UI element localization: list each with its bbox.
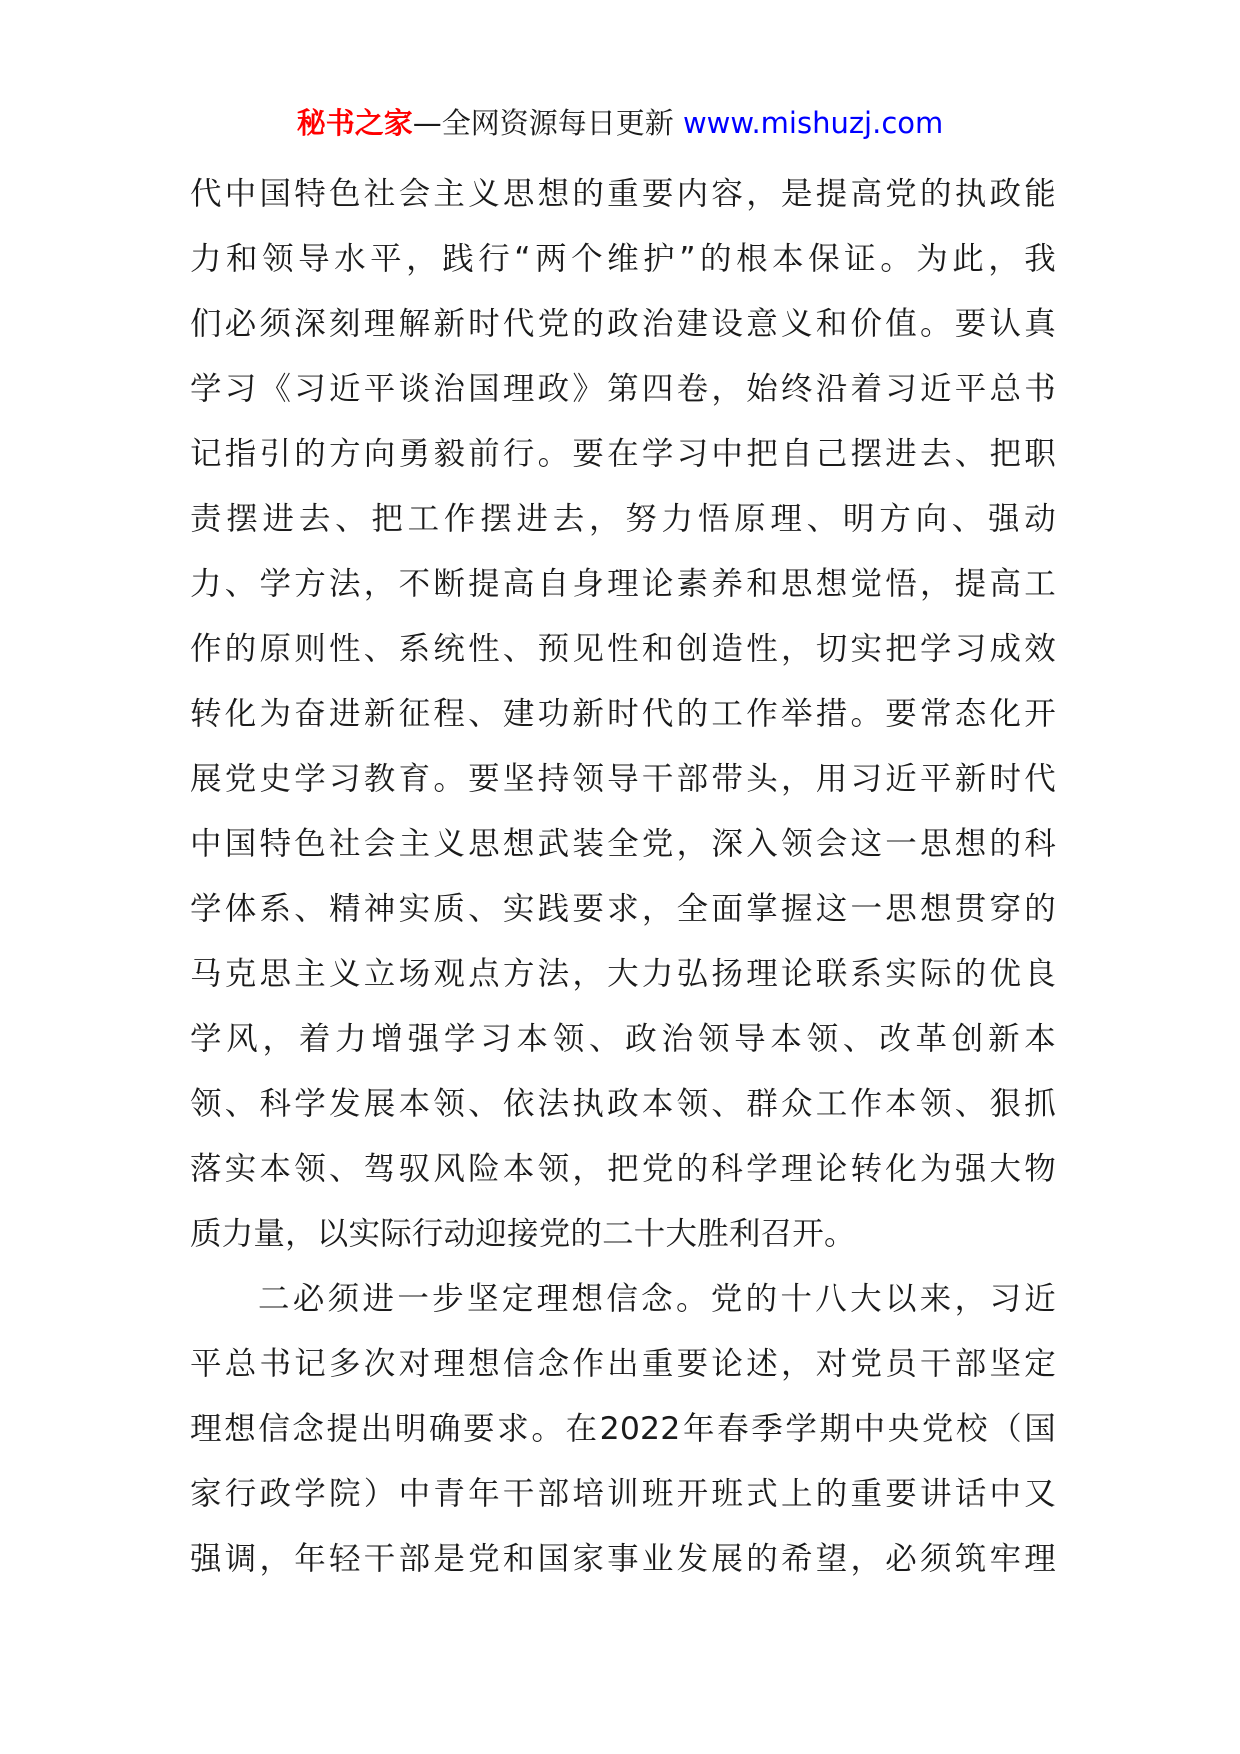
body-line: 转化为奋进新征程、建功新时代的工作举措。要常态化开 — [190, 696, 1056, 732]
body-line: 代中国特色社会主义思想的重要内容，是提高党的执政能 — [190, 176, 1056, 212]
body-line: 中国特色社会主义思想武装全党，深入领会这一思想的科 — [190, 826, 1056, 862]
body-line: 平总书记多次对理想信念作出重要论述，对党员干部坚定 — [190, 1346, 1056, 1382]
body-line: 责摆进去、把工作摆进去，努力悟原理、明方向、强动 — [190, 501, 1056, 537]
paragraph-first-line: 二必须进一步坚定理想信念。党的十八大以来，习近 — [258, 1281, 1056, 1317]
body-line: 学习《习近平谈治国理政》第四卷，始终沿着习近平总书 — [190, 371, 1056, 407]
body-line: 学风，着力增强学习本领、政治领导本领、改革创新本 — [190, 1021, 1056, 1057]
site-url-link[interactable]: www.mishuzj.com — [682, 106, 944, 140]
site-tagline: —全网资源每日更新 — [412, 106, 683, 140]
body-line: 作的原则性、系统性、预见性和创造性，切实把学习成效 — [190, 631, 1056, 667]
body-line: 马克思主义立场观点方法，大力弘扬理论联系实际的优良 — [190, 956, 1056, 992]
body-line: 领、科学发展本领、依法执政本领、群众工作本领、狠抓 — [190, 1086, 1056, 1122]
body-line: 家行政学院）中青年干部培训班开班式上的重要讲话中又 — [190, 1476, 1056, 1512]
body-line: 们必须深刻理解新时代党的政治建设意义和价值。要认真 — [190, 306, 1056, 342]
body-line: 记指引的方向勇毅前行。要在学习中把自己摆进去、把职 — [190, 436, 1056, 472]
document-body — [190, 162, 1056, 1592]
body-line: 质力量，以实际行动迎接党的二十大胜利召开。 — [190, 1216, 856, 1252]
body-line: 理想信念提出明确要求。在2022年春季学期中央党校（国 — [190, 1411, 1056, 1447]
body-line: 展党史学习教育。要坚持领导干部带头，用习近平新时代 — [190, 761, 1056, 797]
site-brand-name: 秘书之家 — [296, 106, 413, 140]
body-line: 力、学方法，不断提高自身理论素养和思想觉悟，提高工 — [190, 566, 1056, 602]
site-header — [0, 98, 1240, 148]
body-line: 落实本领、驾驭风险本领，把党的科学理论转化为强大物 — [190, 1151, 1056, 1187]
body-line: 力和领导水平，践行“两个维护”的根本保证。为此，我 — [190, 241, 1056, 277]
body-line: 强调，年轻干部是党和国家事业发展的希望，必须筑牢理 — [190, 1541, 1056, 1577]
body-line: 学体系、精神实质、实践要求，全面掌握这一思想贯穿的 — [190, 891, 1056, 927]
